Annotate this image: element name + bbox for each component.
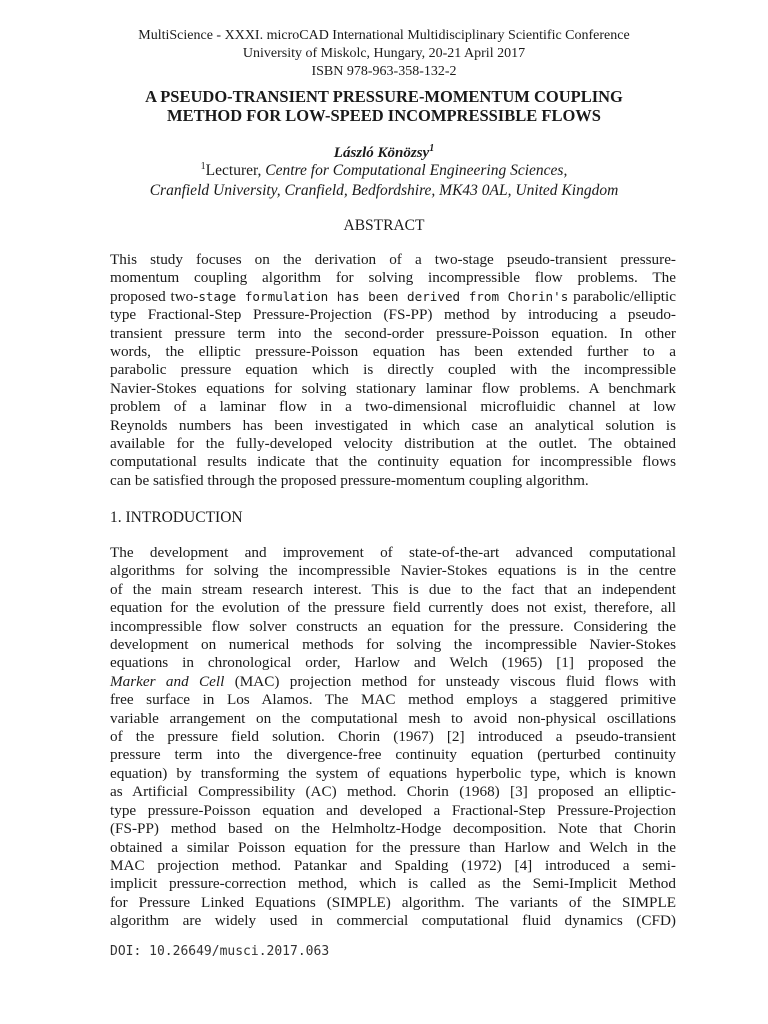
abstract-line-part: parabolic/elliptic: [568, 287, 676, 305]
abstract-line: [110, 288, 676, 306]
affiliation-superscript: 1: [200, 160, 206, 172]
intro-line: equation for the evolution of the pressure field currently does not exist, therefore, all: [110, 599, 676, 617]
abstract-line: transient pressure term into the second-order pressure-Poisson equation. In other: [110, 324, 676, 342]
author: [0, 144, 768, 162]
abstract-line: Navier-Stokes equations for solving stationary laminar flow problems. A benchmark: [110, 379, 676, 397]
intro-line: incompressible flow solver constructs an equation for the pressure. Considering the: [110, 617, 676, 635]
abstract-line-part-mono: stage formulation has been derived from Chorin's: [198, 288, 569, 304]
intro-line: free surface in Los Alamos. The MAC method employs a staggered primitive: [110, 691, 676, 709]
intro-line: as Artificial Compressibility (AC) method. Chorin (1968) [3] proposed an elliptic-: [110, 783, 676, 801]
author-superscript: 1: [429, 143, 435, 154]
abstract-heading: ABSTRACT: [343, 217, 425, 234]
title-line-2: METHOD FOR LOW-SPEED INCOMPRESSIBLE FLOWS: [167, 106, 601, 125]
intro-line: equation) by transforming the system of equations hyperbolic type, which is known: [110, 764, 676, 782]
intro-line-italic: Marker and Cell: [110, 672, 225, 690]
intro-line: obtained a similar Poisson equation for the pressure than Harlow and Welch in the: [110, 838, 676, 856]
intro-line: equations in chronological order, Harlow and Welch (1965) [1] proposed the: [110, 654, 676, 672]
affiliation-role: Lecturer,: [205, 162, 266, 179]
affiliation-address: Cranfield University, Cranfield, Bedfordshire, MK43 0AL, United Kingdom: [149, 181, 619, 199]
abstract-line: problem of a laminar flow in a two-dimensional microfluidic channel at low: [110, 398, 676, 416]
abstract-line: computational results indicate that the continuity equation for incompressible flows: [110, 453, 676, 471]
intro-line: algorithm are widely used in commercial computational fluid dynamics (CFD): [110, 912, 676, 930]
abstract-line: available for the fully-developed velocity distribution at the outlet. The obtained: [110, 435, 676, 453]
intro-line: development on numerical methods for solving the incompressible Navier-Stokes: [110, 636, 676, 654]
intro-line: (FS-PP) method based on the Helmholtz-Hodge decomposition. Note that Chorin: [110, 820, 676, 838]
abstract-line: words, the elliptic pressure-Poisson equation has been extended further to a: [110, 343, 676, 361]
author-name: László Könözsy: [333, 145, 430, 161]
abstract-line: momentum coupling algorithm for solving incompressible flow problems. The: [110, 269, 676, 287]
doi-footer: DOI: 10.26649/musci.2017.063: [110, 944, 330, 959]
abstract-line: This study focuses on the derivation of a two-stage pseudo-transient pressure-: [110, 251, 676, 268]
intro-line-part: (MAC) projection method for unsteady viscous fluid flows with: [224, 672, 677, 690]
abstract-line: parabolic pressure equation which is directly coupled with the incompressible: [110, 361, 676, 379]
intro-line: The development and improvement of state-of-the-art advanced computational: [110, 544, 676, 561]
intro-line: MAC projection method. Patankar and Spalding (1972) [4] introduced a semi-: [110, 856, 676, 874]
abstract-line: type Fractional-Step Pressure-Projection (FS-PP) method by introducing a pseudo-: [110, 306, 676, 324]
abstract-line: Reynolds numbers has been investigated in which case an analytical solution is: [110, 416, 676, 434]
introduction-heading: 1. INTRODUCTION: [110, 509, 243, 526]
intro-line: implicit pressure-correction method, which is called as the Semi-Implicit Method: [110, 875, 676, 893]
header-line-1: MultiScience - XXXI. microCAD International Multidisciplinary Scientific Conference: [138, 28, 630, 43]
header-line-2: University of Miskolc, Hungary, 20-21 April 2017: [242, 46, 526, 61]
affiliation: [0, 161, 768, 200]
intro-line: algorithms for solving the incompressible Navier-Stokes equations is in the centre: [110, 562, 676, 580]
introduction-body: [110, 544, 676, 931]
paper-title: [0, 87, 768, 125]
conference-header: [0, 27, 768, 81]
title-line-1: A PSEUDO-TRANSIENT PRESSURE-MOMENTUM COUPLING: [145, 87, 623, 106]
abstract-body: [110, 251, 676, 490]
intro-line: pressure term into the divergence-free continuity equation (perturbed continuity: [110, 746, 676, 764]
intro-line: for Pressure Linked Equations (SIMPLE) algorithm. The variants of the SIMPLE: [110, 893, 676, 911]
affiliation-centre: Centre for Computational Engineering Sciences,: [265, 162, 568, 179]
intro-line: type pressure-Poisson equation and developed a Fractional-Step Pressure-Projection: [110, 801, 676, 819]
intro-line: of the main stream research interest. This is due to the fact that an independent: [110, 580, 676, 598]
intro-line: [110, 673, 676, 691]
intro-line: variable arrangement on the computational mesh to avoid non-physical oscillations: [110, 709, 676, 727]
abstract-line: can be satisfied through the proposed pressure-momentum coupling algorithm.: [110, 471, 589, 489]
intro-line: of the pressure field solution. Chorin (1967) [2] introduced a pseudo-transient: [110, 728, 676, 746]
abstract-line-part: proposed two-: [110, 287, 199, 305]
header-line-3: ISBN 978-963-358-132-2: [311, 64, 457, 79]
